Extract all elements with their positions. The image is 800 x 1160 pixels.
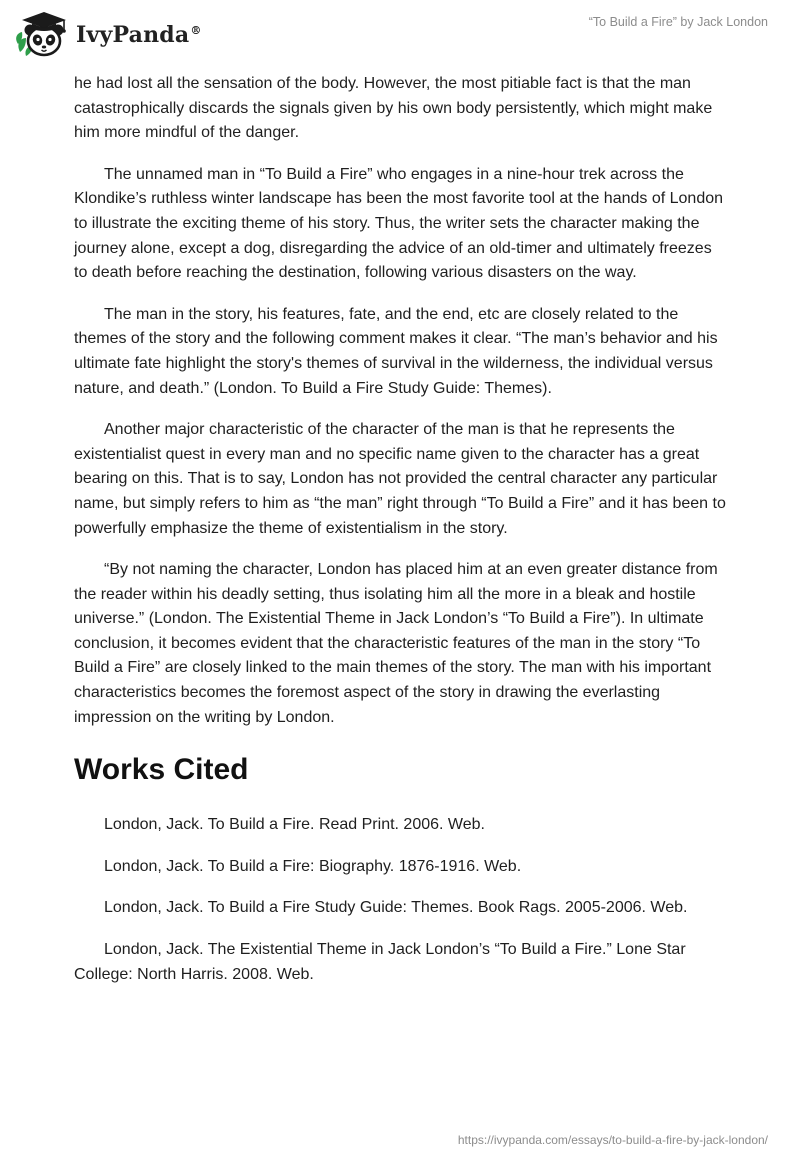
essay-body — [74, 72, 726, 1004]
citation-entry: London, Jack. The Existential Theme in Jack London’s “To Build a Fire.” Lone Star College: North Harris. 2008. Web. — [74, 941, 686, 983]
paragraph: The man in the story, his features, fate, and the end, etc are closely related to the themes of the story and the following comment makes it clear. “The man’s behavior and his ultimate fate highlight the story's themes of survival in the wilderness, the individual versus nature, and death.” (London. To Build a Fire Study Guide: Themes). — [74, 305, 718, 397]
paragraph: Another major characteristic of the character of the man is that he represents the existentialist quest in every man and no specific name given to the character has a great bearing on this. That is to say, London has not provided the central character any particular name, but simply refers to him as “the man” right through “To Build a Fire” and it has been to powerfully emphasize the theme of existentialism in the story. — [74, 421, 726, 537]
works-cited-heading: Works Cited — [74, 753, 249, 787]
document-title: “To Build a Fire” by Jack London — [588, 15, 768, 29]
source-url[interactable]: https://ivypanda.com/essays/to-build-a-fire-by-jack-london/ — [457, 1133, 768, 1147]
citation-entry: London, Jack. To Build a Fire Study Guide: Themes. Book Rags. 2005-2006. Web. — [104, 899, 688, 917]
paragraph: he had lost all the sensation of the body. However, the most pitiable fact is that the man catastrophically discards the signals given by his own body persistently, which might make him more mindful of the danger. — [74, 75, 713, 142]
brand-name: IvyPanda® — [76, 22, 202, 48]
citation-entry: London, Jack. To Build a Fire: Biography. 1876-1916. Web. — [104, 857, 522, 875]
paragraph: “By not naming the character, London has placed him at an even greater distance from the reader within his deadly setting, thus isolating him all the more in a bleak and hostile universe.” (London. The Existential Theme in Jack London’s “To Build a Fire”). In ultimate conclusion, it becomes evident that the characteristic features of the man in the story “To Build a Fire” are closely linked to the main themes of the story. The man with his important characteristics becomes the foremost aspect of the story in drawing the everlasting impression on the writing by London. — [74, 561, 718, 726]
page-header — [0, 0, 800, 70]
ivypanda-logo[interactable] — [14, 8, 202, 60]
citation-entry: London, Jack. To Build a Fire. Read Print. 2006. Web. — [104, 816, 485, 834]
paragraph: The unnamed man in “To Build a Fire” who engages in a nine-hour trek across the Klondike’s ruthless winter landscape has been the most favorite tool at the hands of London to illustrate the exciting theme of his story. Thus, the writer sets the character making the journey alone, except a dog, disregarding the advice of an old-timer and ultimately freezes to death before reaching the destination, following various disasters on the way. — [74, 165, 724, 282]
panda-graduate-icon — [14, 8, 74, 60]
